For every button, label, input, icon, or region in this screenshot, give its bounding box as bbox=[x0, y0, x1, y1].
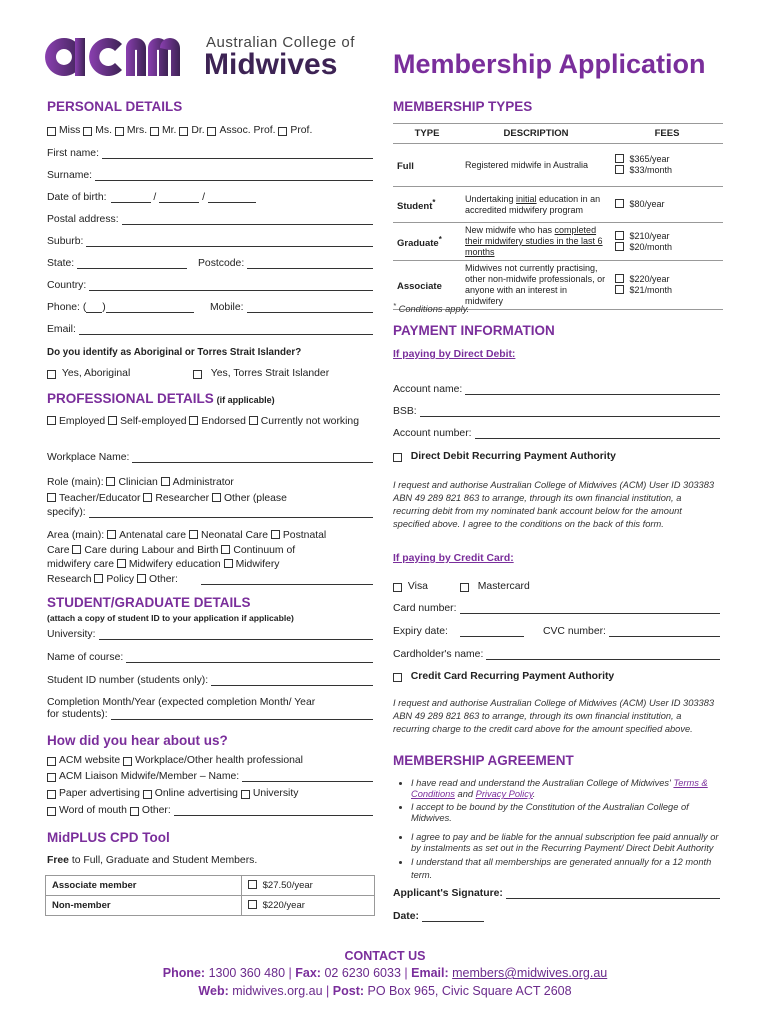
checkbox-not-working[interactable] bbox=[249, 416, 258, 425]
account-number-label: Account number: bbox=[393, 428, 472, 439]
type-cell bbox=[393, 223, 461, 261]
first-name-field[interactable] bbox=[47, 148, 373, 159]
teacher-label: Teacher/Educator bbox=[59, 493, 141, 504]
checkbox-fee[interactable] bbox=[615, 274, 624, 283]
professional-heading-note: (if applicable) bbox=[216, 395, 275, 405]
separator: | bbox=[288, 966, 292, 980]
type-star: * bbox=[438, 234, 442, 244]
suburb-field[interactable] bbox=[47, 236, 373, 247]
dob-sep: / bbox=[153, 192, 157, 203]
checkbox-workplace[interactable] bbox=[123, 757, 132, 766]
checkbox-self-employed[interactable] bbox=[108, 416, 117, 425]
postal-address-field[interactable] bbox=[47, 214, 373, 225]
dob-sep: / bbox=[202, 192, 205, 203]
university-opt-label: University bbox=[252, 788, 299, 799]
signature-field[interactable] bbox=[393, 888, 720, 899]
type-star: * bbox=[432, 197, 436, 207]
footnote-star: * bbox=[393, 301, 397, 310]
role-options bbox=[47, 475, 377, 507]
email-label: Email: bbox=[47, 324, 76, 335]
fee-cell[interactable] bbox=[611, 223, 723, 261]
agreement-heading: MEMBERSHIP AGREEMENT bbox=[393, 753, 574, 768]
contact-email[interactable]: members@midwives.org.au bbox=[452, 966, 608, 980]
role-other-label: Other (please bbox=[223, 493, 287, 504]
title-prof: Prof. bbox=[290, 125, 313, 136]
list-item bbox=[411, 778, 720, 800]
checkbox-neonatal[interactable] bbox=[189, 530, 198, 539]
paper-label: Paper advertising bbox=[59, 788, 140, 799]
col-type: TYPE bbox=[393, 124, 461, 144]
dd-authority-label: Direct Debit Recurring Payment Authority bbox=[410, 451, 616, 462]
dd-text: I request and authorise Australian College of Midwives (ACM) User ID 303383 ABN 49 289 821 863 to arrange, through its own financial institution, a recurring debit from my nominated bank account below for the amount specified above. I agree to the conditions on the back of this form. bbox=[393, 480, 715, 529]
signature-label: Applicant's Signature: bbox=[393, 888, 503, 899]
b1-text: I have read and understand the Australian College of Midwives' bbox=[411, 778, 671, 788]
fee-2: $33/month bbox=[629, 165, 673, 175]
terms-link[interactable]: Terms & Conditions bbox=[411, 778, 708, 799]
visa-option[interactable] bbox=[393, 581, 428, 592]
checkbox-word-of-mouth[interactable] bbox=[47, 807, 56, 816]
course-label: Name of course: bbox=[47, 652, 124, 663]
education-label: Midwifery education bbox=[128, 559, 221, 570]
post-label: Post: bbox=[332, 984, 365, 998]
torres-label: Yes, Torres Strait Islander bbox=[210, 368, 330, 379]
postcode-field[interactable] bbox=[198, 258, 373, 269]
table-row bbox=[46, 876, 375, 896]
bsb-label: BSB: bbox=[393, 406, 417, 417]
desc-cell: Registered midwife in Australia bbox=[461, 144, 611, 187]
debit-heading: If paying by Direct Debit: bbox=[393, 349, 516, 360]
checkbox-labour[interactable] bbox=[72, 545, 81, 554]
fee-2: $21/month bbox=[629, 285, 673, 295]
checkbox-policy[interactable] bbox=[94, 574, 103, 583]
checkbox-fee[interactable] bbox=[615, 285, 624, 294]
types-heading: MEMBERSHIP TYPES bbox=[393, 99, 533, 114]
midwifery-label: Midwifery bbox=[235, 559, 280, 570]
labour-label: Care during Labour and Birth bbox=[84, 544, 219, 556]
checkbox-liaison[interactable] bbox=[47, 773, 56, 782]
checkbox-university[interactable] bbox=[241, 790, 250, 799]
suburb-label: Suburb: bbox=[47, 236, 84, 247]
checkbox-hear-other[interactable] bbox=[130, 807, 139, 816]
cpd-heading: MidPLUS CPD Tool bbox=[47, 830, 170, 845]
surname-field[interactable] bbox=[47, 170, 373, 181]
professional-heading bbox=[47, 391, 275, 406]
title-mr: Mr. bbox=[161, 125, 177, 136]
separator: | bbox=[404, 966, 408, 980]
checkbox-education[interactable] bbox=[117, 559, 126, 568]
checkbox-cc-authority[interactable] bbox=[393, 673, 402, 682]
student-heading: STUDENT/GRADUATE DETAILS bbox=[47, 595, 251, 610]
checkbox-midwifery[interactable] bbox=[224, 559, 233, 568]
completion-label: Completion Month/Year (expected completion Month/ Year bbox=[47, 697, 316, 708]
email-field[interactable] bbox=[47, 324, 373, 335]
mastercard-option[interactable] bbox=[460, 581, 530, 592]
hear-row-1 bbox=[47, 755, 303, 766]
type-cell bbox=[393, 144, 461, 187]
logo-line2: Midwives bbox=[204, 48, 338, 81]
checkbox-fee[interactable] bbox=[615, 199, 624, 208]
cpd-price: $27.50/year bbox=[262, 880, 313, 891]
payment-heading: PAYMENT INFORMATION bbox=[393, 323, 555, 338]
title-miss: Miss bbox=[59, 125, 81, 136]
dob-field[interactable] bbox=[47, 192, 256, 203]
account-number-field[interactable] bbox=[393, 428, 720, 439]
table-row bbox=[393, 187, 723, 223]
table-row bbox=[393, 223, 723, 261]
administrator-label: Administrator bbox=[172, 477, 234, 488]
research-label: Research bbox=[47, 573, 92, 585]
cpd-price-cell[interactable] bbox=[242, 876, 375, 896]
phone-field[interactable] bbox=[47, 302, 194, 313]
checkbox-mr[interactable] bbox=[150, 127, 159, 136]
list-item: • I understand that all memberships are generated annually for a 12 month term. bbox=[411, 856, 720, 882]
clinician-label: Clinician bbox=[118, 477, 158, 488]
type-name: Associate bbox=[397, 281, 442, 293]
footnote-text: Conditions apply. bbox=[396, 304, 470, 315]
fee-1: $80/year bbox=[629, 199, 665, 209]
type-name: Full bbox=[397, 161, 414, 173]
course-field[interactable] bbox=[47, 652, 373, 663]
account-name-label: Account name: bbox=[393, 384, 463, 395]
checkbox-online[interactable] bbox=[143, 790, 152, 799]
not-working-label: Currently not bbox=[260, 416, 321, 427]
contact-heading: CONTACT US bbox=[344, 949, 426, 963]
completion-field[interactable] bbox=[47, 709, 373, 720]
title-mrs: Mrs. bbox=[126, 125, 148, 136]
surname-label: Surname: bbox=[47, 170, 93, 181]
fee-1: $210/year bbox=[629, 230, 670, 241]
fee-cell[interactable] bbox=[611, 187, 723, 223]
list-item: • I accept to be bound by the Constitution of the Australian College of Midwives. bbox=[411, 802, 720, 824]
table-header-row bbox=[393, 124, 723, 144]
checkbox-cpd-nonmember[interactable] bbox=[248, 900, 257, 909]
aboriginal-question: Do you identify as Aboriginal or Torres Strait Islander? bbox=[47, 347, 302, 358]
mobile-label: Mobile: bbox=[210, 302, 244, 313]
dd-authority[interactable] bbox=[393, 451, 616, 462]
contact-fax: 02 6230 6033 bbox=[324, 966, 401, 980]
table-row bbox=[393, 144, 723, 187]
b1-end: . bbox=[532, 789, 536, 799]
contact-line-1 bbox=[0, 966, 770, 980]
types-footnote bbox=[393, 299, 469, 316]
dob-label: Date of birth: bbox=[47, 192, 107, 203]
title-assoc-prof: Assoc. Prof. bbox=[219, 125, 276, 136]
area-other-line[interactable] bbox=[201, 584, 373, 585]
visa-label: Visa bbox=[407, 581, 428, 592]
checkbox-visa[interactable] bbox=[393, 583, 402, 592]
cpd-price-cell[interactable] bbox=[242, 896, 375, 916]
student-id-field[interactable] bbox=[47, 675, 373, 686]
desc-cell: Undertaking initial education in an accredited midwifery program bbox=[461, 187, 611, 223]
b1-and: and bbox=[454, 789, 476, 799]
antenatal-label: Antenatal care bbox=[119, 530, 187, 541]
checkbox-fee[interactable] bbox=[615, 154, 624, 163]
fee-cell[interactable] bbox=[611, 261, 723, 310]
expiry-field[interactable] bbox=[393, 626, 524, 637]
acm-logo-mark bbox=[42, 34, 192, 80]
continuum-label: Continuum of bbox=[233, 544, 296, 556]
checkbox-acm-website[interactable] bbox=[47, 757, 56, 766]
university-field[interactable] bbox=[47, 629, 373, 640]
not-working-label-2: working bbox=[323, 416, 359, 427]
neonatal-label: Neonatal Care bbox=[200, 530, 268, 541]
checkbox-fee[interactable] bbox=[615, 242, 624, 251]
checkbox-aboriginal[interactable] bbox=[47, 370, 56, 379]
col-fees: FEES bbox=[611, 124, 723, 144]
account-name-field[interactable] bbox=[393, 384, 720, 395]
cvc-field[interactable] bbox=[543, 626, 720, 637]
checkbox-mrs[interactable] bbox=[115, 127, 124, 136]
university-label: University: bbox=[47, 629, 96, 640]
cc-heading: If paying by Credit Card: bbox=[393, 553, 514, 564]
logo-line1: Australian College of bbox=[206, 34, 355, 51]
checkbox-assoc-prof[interactable] bbox=[207, 127, 216, 136]
checkbox-antenatal[interactable] bbox=[107, 530, 116, 539]
title-ms: Ms. bbox=[95, 125, 112, 136]
checkbox-teacher[interactable] bbox=[47, 493, 56, 502]
phone-contact-label: Phone: bbox=[162, 966, 206, 980]
phone-label: Phone: ( bbox=[47, 302, 87, 313]
checkbox-ms[interactable] bbox=[83, 127, 92, 136]
state-label: State: bbox=[47, 258, 75, 269]
card-number-field[interactable] bbox=[393, 603, 720, 614]
checkbox-postnatal[interactable] bbox=[271, 530, 280, 539]
cpd-free-rest: to Full, Graduate and Student Members. bbox=[68, 855, 258, 866]
agreement-list bbox=[393, 778, 720, 884]
torres-option[interactable] bbox=[193, 368, 329, 379]
checkbox-miss[interactable] bbox=[47, 127, 56, 136]
fee-1: $365/year bbox=[629, 154, 670, 164]
expiry-label: Expiry date: bbox=[393, 626, 448, 637]
cpd-free-note bbox=[47, 855, 257, 866]
cpd-label: Associate member bbox=[46, 876, 242, 896]
professional-heading-text: PROFESSIONAL DETAILS bbox=[47, 391, 214, 406]
employed-label: Employed bbox=[59, 416, 106, 427]
continuum-label-2: midwifery care bbox=[47, 559, 114, 570]
type-name: Graduate bbox=[397, 238, 439, 250]
checkbox-cpd-associate[interactable] bbox=[248, 880, 257, 889]
contact-web[interactable]: midwives.org.au bbox=[232, 984, 323, 998]
cc-authority[interactable] bbox=[393, 671, 614, 682]
desc-cell: Midwives not currently practising, other non-midwife professionals, or anyone with an interest in midwifery bbox=[461, 261, 611, 310]
area-other-label: Other: bbox=[148, 573, 178, 585]
word-of-mouth-label: Word of mouth bbox=[59, 805, 127, 816]
title-dr: Dr. bbox=[191, 125, 205, 136]
contact-line-2 bbox=[0, 984, 770, 998]
checkbox-endorsed[interactable] bbox=[189, 416, 198, 425]
acm-logo bbox=[42, 34, 372, 86]
aboriginal-label: Yes, Aboriginal bbox=[61, 368, 131, 379]
cpd-label: Non-member bbox=[46, 896, 242, 916]
checkbox-area-other[interactable] bbox=[137, 574, 146, 583]
workplace-field[interactable] bbox=[47, 452, 373, 463]
checkbox-mastercard[interactable] bbox=[460, 583, 469, 592]
completion-label-2: for students): bbox=[47, 709, 108, 720]
fee-cell[interactable] bbox=[611, 144, 723, 187]
phone-close: ) bbox=[102, 302, 106, 313]
fax-label: Fax: bbox=[295, 966, 321, 980]
workplace-label: Workplace Name: bbox=[47, 452, 130, 463]
privacy-link[interactable]: Privacy Policy bbox=[475, 789, 533, 799]
researcher-label: Researcher bbox=[155, 493, 210, 504]
date-label: Date: bbox=[393, 911, 419, 922]
aboriginal-option[interactable] bbox=[47, 368, 130, 379]
col-desc: DESCRIPTION bbox=[461, 124, 611, 144]
list-item: • I agree to pay and be liable for the annual subscription fee paid annually or by instalments as set out in the Recurring Payment/ Direct Debit Authority bbox=[411, 832, 720, 854]
country-label: Country: bbox=[47, 280, 87, 291]
postnatal-label: Postnatal bbox=[282, 530, 327, 541]
workplace-label-opt: Workplace/Other health professional bbox=[135, 755, 303, 766]
cardholder-label: Cardholder's name: bbox=[393, 649, 484, 660]
first-name-label: First name: bbox=[47, 148, 99, 159]
area-options bbox=[47, 529, 379, 587]
checkbox-administrator[interactable] bbox=[161, 477, 170, 486]
fee-2: $20/month bbox=[629, 241, 673, 252]
cpd-price: $220/year bbox=[262, 900, 305, 911]
type-name: Student bbox=[397, 201, 433, 213]
checkbox-employed[interactable] bbox=[47, 416, 56, 425]
contact-phone[interactable]: 1300 360 480 bbox=[208, 966, 286, 980]
type-cell bbox=[393, 187, 461, 223]
checkbox-prof[interactable] bbox=[278, 127, 287, 136]
endorsed-label: Endorsed bbox=[201, 416, 246, 427]
checkbox-dd-authority[interactable] bbox=[393, 453, 402, 462]
cc-text: I request and authorise Australian College of Midwives (ACM) User ID 303383 ABN 49 289 821 863 to arrange, through its own financial institution, a recurring charge to the credit card above for the amount specified above. bbox=[393, 698, 715, 734]
title-options bbox=[47, 125, 312, 136]
checkbox-fee[interactable] bbox=[615, 231, 624, 240]
postal-label: Postal address: bbox=[47, 214, 119, 225]
cpd-free-bold: Free bbox=[47, 855, 69, 866]
area-label: Area (main): bbox=[47, 530, 105, 541]
postnatal-label-2: Care bbox=[47, 544, 70, 556]
checkbox-paper[interactable] bbox=[47, 790, 56, 799]
table-row bbox=[46, 896, 375, 916]
checkbox-role-other[interactable] bbox=[212, 493, 221, 502]
checkbox-dr[interactable] bbox=[179, 127, 188, 136]
cvc-label: CVC number: bbox=[543, 626, 606, 637]
role-specify-field[interactable] bbox=[47, 507, 373, 518]
email-contact-label: Email: bbox=[411, 966, 449, 980]
hear-row-2 bbox=[47, 771, 373, 782]
cc-authority-label: Credit Card Recurring Payment Authority bbox=[410, 671, 615, 682]
liaison-label: ACM Liaison Midwife/Member – Name: bbox=[59, 771, 240, 782]
contact-post: PO Box 965, Civic Square ACT 2608 bbox=[367, 984, 572, 998]
separator: | bbox=[326, 984, 330, 998]
student-note: (attach a copy of student ID to your application if applicable) bbox=[47, 613, 294, 623]
country-field[interactable] bbox=[47, 280, 373, 291]
checkbox-torres[interactable] bbox=[193, 370, 202, 379]
date-field[interactable] bbox=[393, 911, 484, 922]
hear-other-label: Other: bbox=[141, 805, 171, 816]
role-label: Role (main): bbox=[47, 477, 104, 488]
hear-row-4 bbox=[47, 805, 373, 816]
acm-website-label: ACM website bbox=[59, 755, 121, 766]
card-number-label: Card number: bbox=[393, 603, 457, 614]
page-title: Membership Application bbox=[393, 49, 706, 79]
bsb-field[interactable] bbox=[393, 406, 720, 417]
checkbox-continuum[interactable] bbox=[221, 545, 230, 554]
mastercard-label: Mastercard bbox=[477, 581, 530, 592]
hear-row-3 bbox=[47, 788, 298, 799]
checkbox-fee[interactable] bbox=[615, 165, 624, 174]
personal-heading: PERSONAL DETAILS bbox=[47, 99, 183, 114]
web-label: Web: bbox=[198, 984, 229, 998]
postcode-label: Postcode: bbox=[198, 258, 245, 269]
checkbox-clinician[interactable] bbox=[106, 477, 115, 486]
state-field[interactable] bbox=[47, 258, 187, 269]
policy-label: Policy bbox=[106, 573, 135, 585]
cardholder-field[interactable] bbox=[393, 649, 720, 660]
online-label: Online advertising bbox=[154, 788, 238, 799]
role-specify-label: specify): bbox=[47, 507, 86, 518]
membership-types-table bbox=[393, 123, 723, 310]
self-employed-label: Self-employed bbox=[120, 416, 187, 427]
checkbox-researcher[interactable] bbox=[143, 493, 152, 502]
desc-cell: New midwife who has completed their midwifery studies in the last 6 months bbox=[461, 223, 611, 261]
employment-options bbox=[47, 414, 377, 429]
mobile-field[interactable] bbox=[210, 302, 373, 313]
hear-heading: How did you hear about us? bbox=[47, 733, 228, 748]
student-id-label: Student ID number (students only): bbox=[47, 675, 209, 686]
fee-1: $220/year bbox=[629, 274, 670, 284]
cpd-table bbox=[45, 875, 375, 916]
